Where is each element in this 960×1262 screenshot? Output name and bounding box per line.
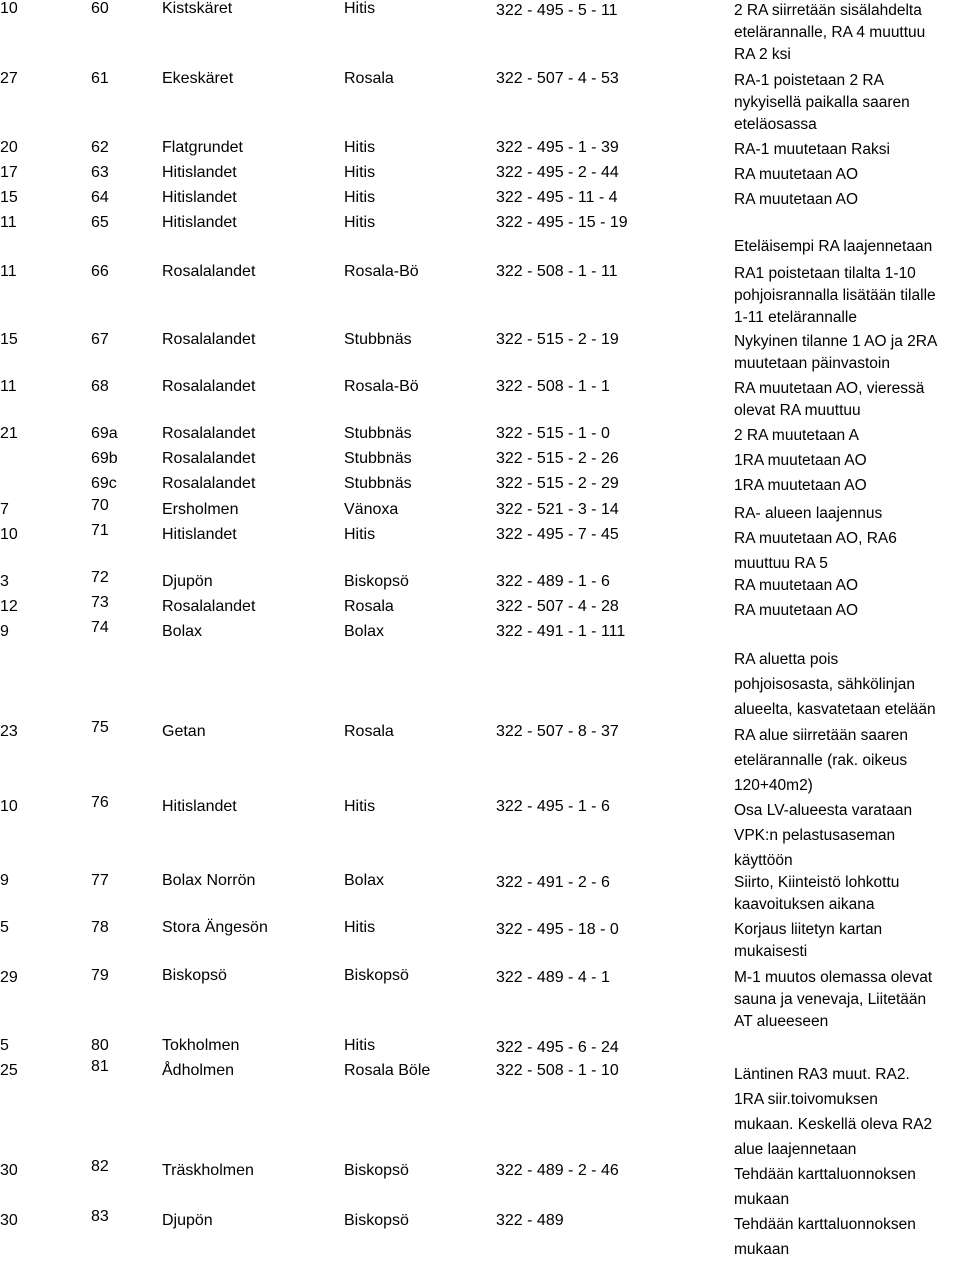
row-count: 30 [0, 1212, 18, 1229]
property-id: 322 - 495 - 2 - 44 [496, 164, 619, 181]
change-note-line: Nykyinen tilanne 1 AO ja 2RA [734, 333, 938, 350]
village-name: Stubbnäs [344, 450, 412, 467]
property-id: 322 - 495 - 6 - 24 [496, 1039, 619, 1056]
change-note [734, 798, 960, 873]
village-name: Stubbnäs [344, 425, 412, 442]
row-number: 68 [91, 378, 109, 395]
property-id: 322 - 515 - 2 - 26 [496, 450, 619, 467]
place-name: Rosalalandet [162, 598, 256, 615]
row-number: 83 [91, 1208, 109, 1225]
change-note-line: mukaisesti [734, 943, 808, 960]
village-name: Bolax [344, 872, 385, 889]
property-id: 322 - 495 - 1 - 6 [496, 798, 610, 815]
row-number: 80 [91, 1037, 109, 1054]
change-note-line: Läntinen RA3 muut. RA2. [734, 1066, 910, 1083]
change-note-line: käyttöön [734, 852, 793, 869]
row-number: 69a [91, 425, 118, 442]
change-note-line: mukaan [734, 1191, 790, 1208]
row-number: 75 [91, 719, 109, 736]
row-count: 23 [0, 723, 18, 740]
change-note-line: 1RA siir.toivomuksen [734, 1091, 878, 1108]
change-note-line: RA muutetaan AO, vieressä [734, 380, 925, 397]
property-id: 322 - 515 - 1 - 0 [496, 425, 610, 442]
place-name: Hitislandet [162, 798, 237, 815]
change-note-line: nykyisellä paikalla saaren [734, 94, 910, 111]
change-note [734, 967, 960, 1033]
change-note [734, 164, 960, 186]
row-count: 10 [0, 798, 18, 815]
row-number: 66 [91, 263, 109, 280]
change-note [734, 1062, 960, 1162]
change-note [734, 723, 960, 798]
change-note-line: Korjaus liitetyn kartan [734, 921, 883, 938]
change-note-line: Tehdään karttaluonnoksen [734, 1166, 916, 1183]
property-id: 322 - 521 - 3 - 14 [496, 501, 619, 518]
village-name: Hitis [344, 139, 376, 156]
row-count: 25 [0, 1062, 18, 1079]
village-name: Stubbnäs [344, 331, 412, 348]
place-name: Hitislandet [162, 526, 237, 543]
village-name: Hitis [344, 919, 376, 936]
change-note-line: etelärannalle (rak. oikeus [734, 752, 908, 769]
change-note-line: RA1 poistetaan tilalta 1-10 [734, 265, 916, 282]
change-note-line: 1RA muutetaan AO [734, 452, 867, 469]
change-note [734, 501, 960, 526]
change-note-line: alue laajennetaan [734, 1141, 857, 1158]
row-number: 79 [91, 967, 109, 984]
place-name: Rosalalandet [162, 378, 256, 395]
change-note-line: olevat RA muuttuu [734, 402, 861, 419]
property-id: 322 - 507 - 4 - 28 [496, 598, 619, 615]
place-name: Flatgrundet [162, 139, 243, 156]
village-name: Hitis [344, 214, 376, 231]
row-number: 71 [91, 522, 109, 539]
place-name: Rosalalandet [162, 425, 256, 442]
row-number: 77 [91, 872, 109, 889]
place-name: Biskopsö [162, 967, 227, 984]
place-name: Hitislandet [162, 189, 237, 206]
row-count: 7 [0, 501, 9, 518]
row-count: 10 [0, 0, 18, 17]
change-note-line: RA muutetaan AO [734, 577, 859, 594]
place-name: Djupön [162, 1212, 213, 1229]
change-note-line: kaavoituksen aikana [734, 896, 875, 913]
row-count: 3 [0, 573, 9, 590]
change-note-line: RA- alueen laajennus [734, 505, 883, 522]
property-id: 322 - 491 - 1 - 111 [496, 623, 626, 640]
change-note [734, 331, 960, 375]
row-count: 12 [0, 598, 18, 615]
row-number: 62 [91, 139, 109, 156]
village-name: Hitis [344, 164, 376, 181]
row-count: 15 [0, 331, 18, 348]
village-name: Rosala-Bö [344, 263, 419, 280]
change-note-line: RA 2 ksi [734, 46, 791, 63]
change-note-line: AT alueeseen [734, 1013, 829, 1030]
change-note-line: Eteläisempi RA laajennetaan [734, 238, 933, 255]
change-note [734, 139, 960, 161]
row-count: 29 [0, 969, 18, 986]
change-note [734, 0, 960, 66]
village-name: Bolax [344, 623, 385, 640]
property-id: 322 - 508 - 1 - 10 [496, 1062, 619, 1079]
change-note-line: 1-11 etelärannalle [734, 309, 857, 326]
place-name: Rosalalandet [162, 331, 256, 348]
change-note-line: pohjoisrannalla lisätään tilalle [734, 287, 936, 304]
change-note-line: RA muutetaan AO [734, 166, 859, 183]
property-id: 322 - 489 [496, 1212, 564, 1229]
row-number: 63 [91, 164, 109, 181]
change-note [734, 919, 960, 963]
change-note-line: RA-1 poistetaan 2 RA [734, 72, 884, 89]
row-number: 74 [91, 619, 109, 636]
village-name: Rosala Böle [344, 1062, 431, 1079]
village-name: Rosala [344, 723, 394, 740]
place-name: Rosalalandet [162, 450, 256, 467]
place-name: Rosalalandet [162, 263, 256, 280]
place-name: Stora Ängesön [162, 919, 268, 936]
row-number: 73 [91, 594, 109, 611]
property-id: 322 - 495 - 7 - 45 [496, 526, 619, 543]
change-note [734, 263, 960, 329]
place-name: Bolax Norrön [162, 872, 256, 889]
change-note-line: 2 RA siirretään sisälahdelta [734, 2, 922, 19]
row-count: 11 [0, 263, 17, 280]
row-number: 81 [91, 1058, 109, 1075]
row-number: 65 [91, 214, 109, 231]
row-count: 10 [0, 526, 18, 543]
village-name: Biskopsö [344, 967, 409, 984]
row-count: 5 [0, 1037, 9, 1054]
village-name: Hitis [344, 189, 376, 206]
row-number: 67 [91, 331, 109, 348]
row-count: 11 [0, 214, 17, 231]
change-note-line: mukaan [734, 1241, 790, 1258]
village-name: Stubbnäs [344, 475, 412, 492]
change-note [734, 236, 960, 258]
property-id: 322 - 495 - 18 - 0 [496, 921, 619, 938]
change-note [734, 189, 960, 211]
change-note-line: RA-1 muutetaan Raksi [734, 141, 890, 158]
row-count: 30 [0, 1162, 18, 1179]
row-count: 27 [0, 70, 18, 87]
row-number: 82 [91, 1158, 109, 1175]
village-name: Rosala [344, 70, 394, 87]
place-name: Ersholmen [162, 501, 239, 518]
row-count: 9 [0, 872, 9, 889]
village-name: Biskopsö [344, 1212, 409, 1229]
change-note [734, 526, 960, 576]
row-number: 76 [91, 794, 109, 811]
change-note [734, 475, 960, 497]
change-note-line: M-1 muutos olemassa olevat [734, 969, 933, 986]
change-note [734, 598, 960, 623]
change-note-line: 2 RA muutetaan A [734, 427, 859, 444]
change-note [734, 378, 960, 422]
village-name: Hitis [344, 526, 376, 543]
change-note-line: pohjoisosasta, sähkölinjan [734, 676, 915, 693]
row-number: 78 [91, 919, 109, 936]
property-id: 322 - 495 - 11 - 4 [496, 189, 618, 206]
place-name: Träskholmen [162, 1162, 254, 1179]
row-count: 21 [0, 425, 18, 442]
place-name: Getan [162, 723, 206, 740]
row-count: 15 [0, 189, 18, 206]
change-note-line: muuttuu RA 5 [734, 555, 828, 572]
change-note-line: Osa LV-alueesta varataan [734, 802, 913, 819]
row-number: 61 [91, 70, 109, 87]
change-note-line: 1RA muutetaan AO [734, 477, 867, 494]
row-number: 64 [91, 189, 109, 206]
change-note-line: sauna ja venevaja, Liitetään [734, 991, 927, 1008]
change-note-line: RA aluetta pois [734, 651, 839, 668]
village-name: Rosala [344, 598, 394, 615]
property-id: 322 - 489 - 1 - 6 [496, 573, 610, 590]
property-id: 322 - 515 - 2 - 29 [496, 475, 619, 492]
village-name: Biskopsö [344, 1162, 409, 1179]
village-name: Vänoxa [344, 501, 399, 518]
village-name: Rosala-Bö [344, 378, 419, 395]
property-id: 322 - 495 - 1 - 39 [496, 139, 619, 156]
row-count: 9 [0, 623, 9, 640]
change-note-line: mukaan. Keskellä oleva RA2 [734, 1116, 933, 1133]
property-id: 322 - 508 - 1 - 11 [496, 263, 618, 280]
row-count: 20 [0, 139, 18, 156]
row-count: 17 [0, 164, 18, 181]
row-count: 5 [0, 919, 9, 936]
place-name: Ådholmen [162, 1062, 235, 1079]
change-note-line: RA muutetaan AO [734, 191, 859, 208]
row-number: 69c [91, 475, 117, 492]
place-name: Ekeskäret [162, 70, 234, 87]
row-number: 72 [91, 569, 109, 586]
property-id: 322 - 489 - 2 - 46 [496, 1162, 619, 1179]
place-name: Hitislandet [162, 164, 237, 181]
change-note-line: 120+40m2) [734, 777, 813, 794]
change-note-line: RA muutetaan AO [734, 602, 859, 619]
property-id: 322 - 507 - 8 - 37 [496, 723, 619, 740]
change-note [734, 647, 960, 722]
property-id: 322 - 495 - 5 - 11 [496, 2, 618, 19]
change-note-line: etelärannalle, RA 4 muuttuu [734, 24, 926, 41]
village-name: Hitis [344, 0, 376, 17]
place-name: Bolax [162, 623, 203, 640]
property-id: 322 - 495 - 15 - 19 [496, 214, 628, 231]
property-id: 322 - 508 - 1 - 1 [496, 378, 610, 395]
place-name: Rosalalandet [162, 475, 256, 492]
change-note-line: alueelta, kasvatetaan etelään [734, 701, 936, 718]
place-name: Djupön [162, 573, 213, 590]
change-note-line: eteläosassa [734, 116, 817, 133]
property-id: 322 - 507 - 4 - 53 [496, 70, 619, 87]
change-note-line: Siirto, Kiinteistö lohkottu [734, 874, 900, 891]
property-id: 322 - 491 - 2 - 6 [496, 874, 610, 891]
change-note [734, 573, 960, 598]
change-note-line: Tehdään karttaluonnoksen [734, 1216, 916, 1233]
row-count: 11 [0, 378, 17, 395]
property-id: 322 - 515 - 2 - 19 [496, 331, 619, 348]
change-note-line: RA alue siirretään saaren [734, 727, 909, 744]
change-note-line: VPK:n pelastusaseman [734, 827, 896, 844]
place-name: Tokholmen [162, 1037, 240, 1054]
village-name: Hitis [344, 798, 376, 815]
row-number: 60 [91, 0, 109, 17]
change-note [734, 70, 960, 136]
change-note-line: muutetaan päinvastoin [734, 355, 890, 372]
village-name: Hitis [344, 1037, 376, 1054]
change-note [734, 425, 960, 447]
change-note [734, 872, 960, 916]
property-id: 322 - 489 - 4 - 1 [496, 969, 610, 986]
change-note [734, 1162, 960, 1212]
change-note [734, 450, 960, 472]
place-name: Kistskäret [162, 0, 233, 17]
row-number: 70 [91, 497, 109, 514]
change-note-line: RA muutetaan AO, RA6 [734, 530, 897, 547]
row-number: 69b [91, 450, 118, 467]
village-name: Biskopsö [344, 573, 409, 590]
place-name: Hitislandet [162, 214, 237, 231]
